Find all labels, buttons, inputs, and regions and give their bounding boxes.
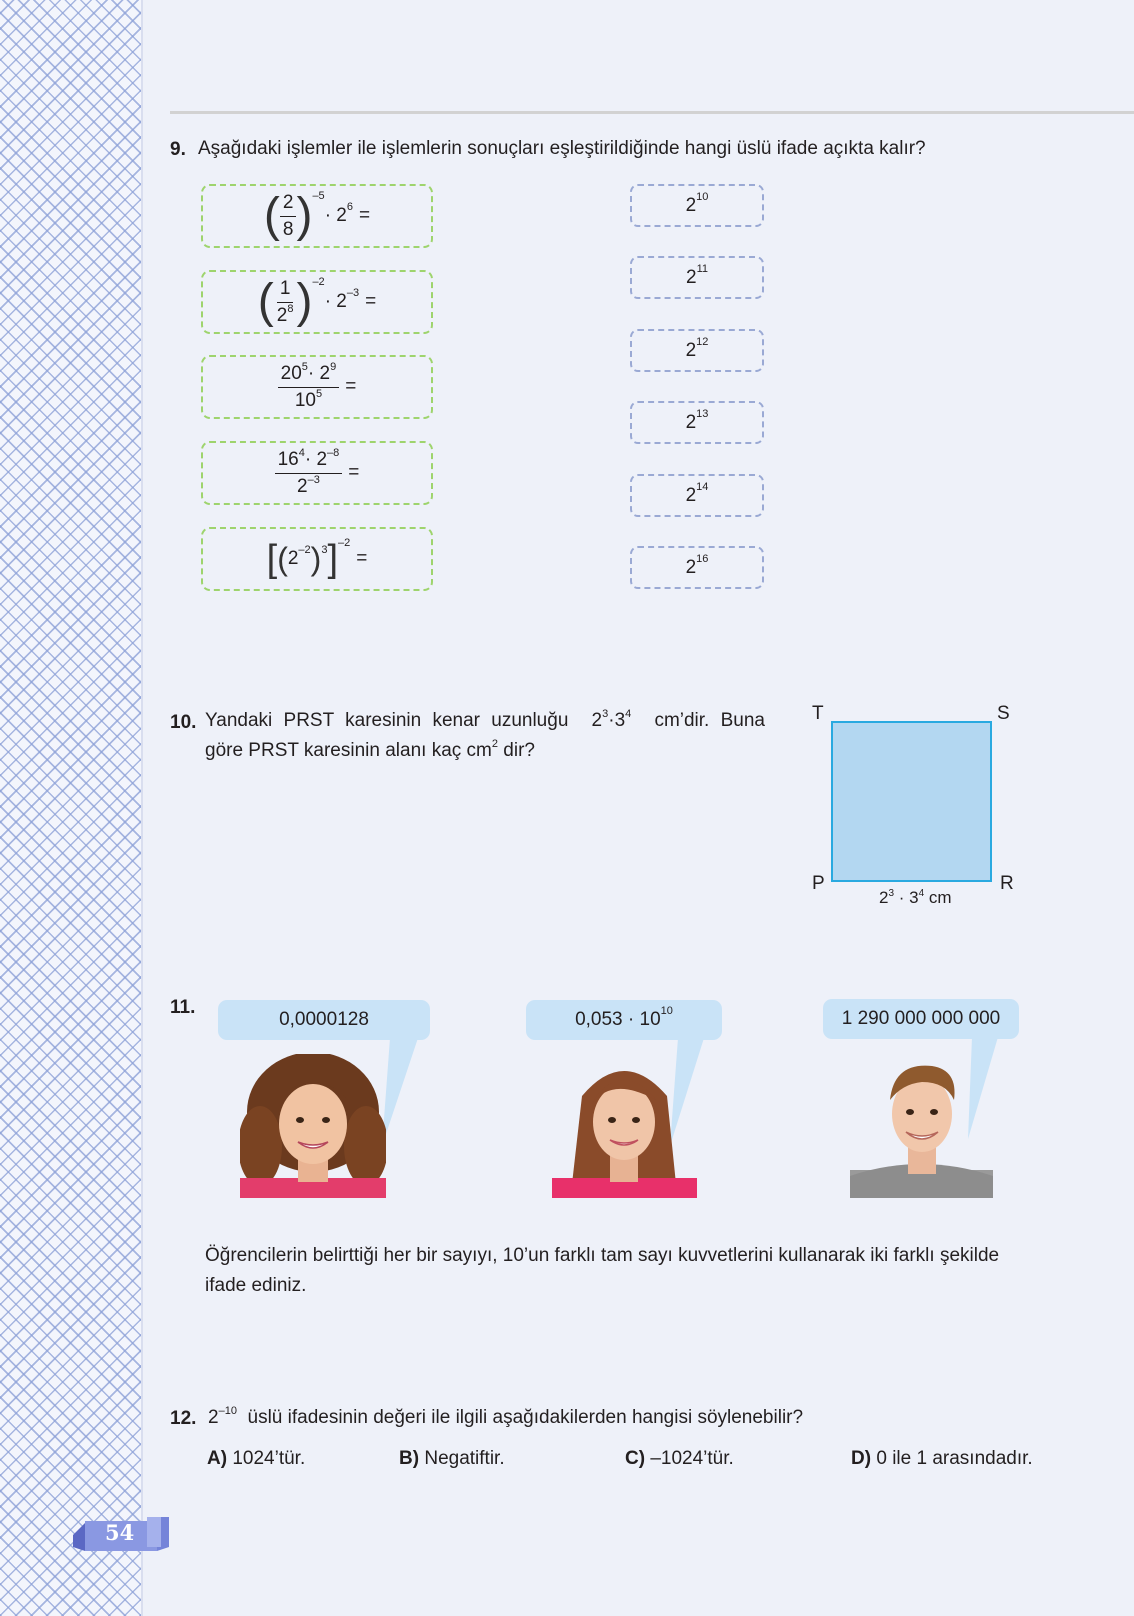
top-divider	[170, 111, 1134, 114]
question-10-line-1: Yandaki PRST karesinin kenar uzunluğu $2^3\cdot 3^4$ cm’dir. Buna	[205, 708, 765, 731]
question-10-line-2: göre PRST karesinin alanı kaç $cm^2$ dir?	[205, 738, 535, 761]
side-length-label: $2^3 \cdot 3^4$ cm	[879, 888, 952, 907]
right-paren: )	[310, 541, 322, 577]
denominator: $2^8$	[276, 302, 294, 326]
denominator: $10^5$	[294, 387, 323, 411]
denominator: $2^{-3}$	[297, 473, 320, 497]
page-number: 54	[105, 1520, 135, 1545]
vertex-label-p: P	[812, 873, 825, 894]
student-photo-curly-hair-girl	[240, 1054, 386, 1198]
result-box-1: 2 $^{10}$	[630, 184, 764, 227]
equals-sign: =	[345, 376, 357, 397]
result-box-3: 2 $^{12}$	[630, 329, 764, 372]
right-bracket: ]	[327, 538, 339, 580]
speech-bubble-tail-1	[380, 1038, 420, 1148]
vertex-label-s: S	[997, 703, 1010, 724]
student-photo-boy	[850, 1056, 993, 1198]
fraction	[275, 446, 343, 498]
option-d[interactable]: D) 0 ile 1 arasındadır.	[851, 1448, 1033, 1469]
multiplier: · 2	[324, 205, 347, 226]
fraction	[278, 360, 340, 412]
left-paren: (	[257, 275, 274, 328]
expression-box-3	[201, 355, 433, 419]
right-paren: )	[296, 275, 313, 328]
student-photo-straight-hair-girl	[552, 1056, 697, 1198]
result-box-4: 2 $^{13}$	[630, 401, 764, 444]
equals-sign: =	[348, 462, 360, 483]
denominator: 8	[282, 218, 294, 240]
question-10-number: 10.	[170, 712, 197, 733]
left-bracket: [	[266, 538, 278, 580]
left-paren: (	[263, 189, 280, 242]
base: 2	[287, 548, 299, 569]
vertex-label-t: T	[812, 703, 824, 724]
numerator: $16^4\cdot 2^{-8}$	[275, 449, 343, 474]
speech-bubble-3: 1 290 000 000 000	[823, 999, 1019, 1039]
decorative-sidebar-pattern	[0, 0, 141, 1616]
result-box-5: 2 $^{14}$	[630, 474, 764, 517]
question-12-text: $2^{-10}$ üslü ifadesinin değeri ile ilgili aşağıdakilerden hangisi söylenebilir?	[208, 1405, 804, 1428]
speech-bubble-1: 0,0000128	[218, 1000, 430, 1040]
multiplier: · 2	[324, 291, 347, 312]
expression-box-5: [ ( 2 $^{-2}$ ) $^3$ ] $^{-2}$ =	[201, 527, 433, 591]
equals-sign: =	[356, 548, 368, 569]
sidebar-edge	[141, 0, 143, 1616]
prst-square	[831, 721, 992, 882]
question-9-number: 9.	[170, 139, 186, 160]
equals-sign: =	[365, 291, 377, 312]
numerator: $20^5\cdot 2^9$	[278, 363, 340, 388]
option-b[interactable]: B) Negatiftir.	[399, 1448, 505, 1469]
question-11-paragraph-line-2: ifade ediniz.	[205, 1275, 307, 1296]
right-paren: )	[296, 189, 313, 242]
expression-box-4	[201, 441, 433, 505]
option-a[interactable]: A) 1024’tür.	[207, 1448, 306, 1469]
result-box-6: 2 $^{16}$	[630, 546, 764, 589]
expression-box-1: ( $\frac{2}{8}$ ) $^{-5}$ · 2 $^6$ =	[201, 184, 433, 248]
speech-bubble-2: 0,053 · 10 $^{10}$	[526, 1000, 722, 1040]
option-c[interactable]: C) –1024’tür.	[625, 1448, 734, 1469]
equals-sign: =	[359, 205, 371, 226]
question-11-paragraph-line-1: Öğrencilerin belirttiği her bir sayıyı, 10’un farklı tam sayı kuvvetlerini kullanarak iki farklı şekilde	[205, 1245, 1000, 1266]
numerator: 1	[277, 278, 294, 303]
fraction	[280, 192, 297, 241]
fraction	[274, 278, 297, 327]
question-11-number: 11.	[170, 997, 196, 1018]
vertex-label-r: R	[1000, 873, 1014, 894]
result-box-2: 2 $^{11}$	[630, 256, 764, 299]
expression-box-2: ( $\frac{1}{2^8}$ ) $^{-2}$ · 2 $^{-3}$ =	[201, 270, 433, 334]
question-12-number: 12.	[170, 1408, 197, 1429]
question-9-text: Aşağıdaki işlemler ile işlemlerin sonuçları eşleştirildiğinde hangi üslü ifade açıkta kalır?	[198, 138, 926, 159]
numerator: 2	[280, 192, 297, 217]
left-paren: (	[277, 541, 288, 577]
